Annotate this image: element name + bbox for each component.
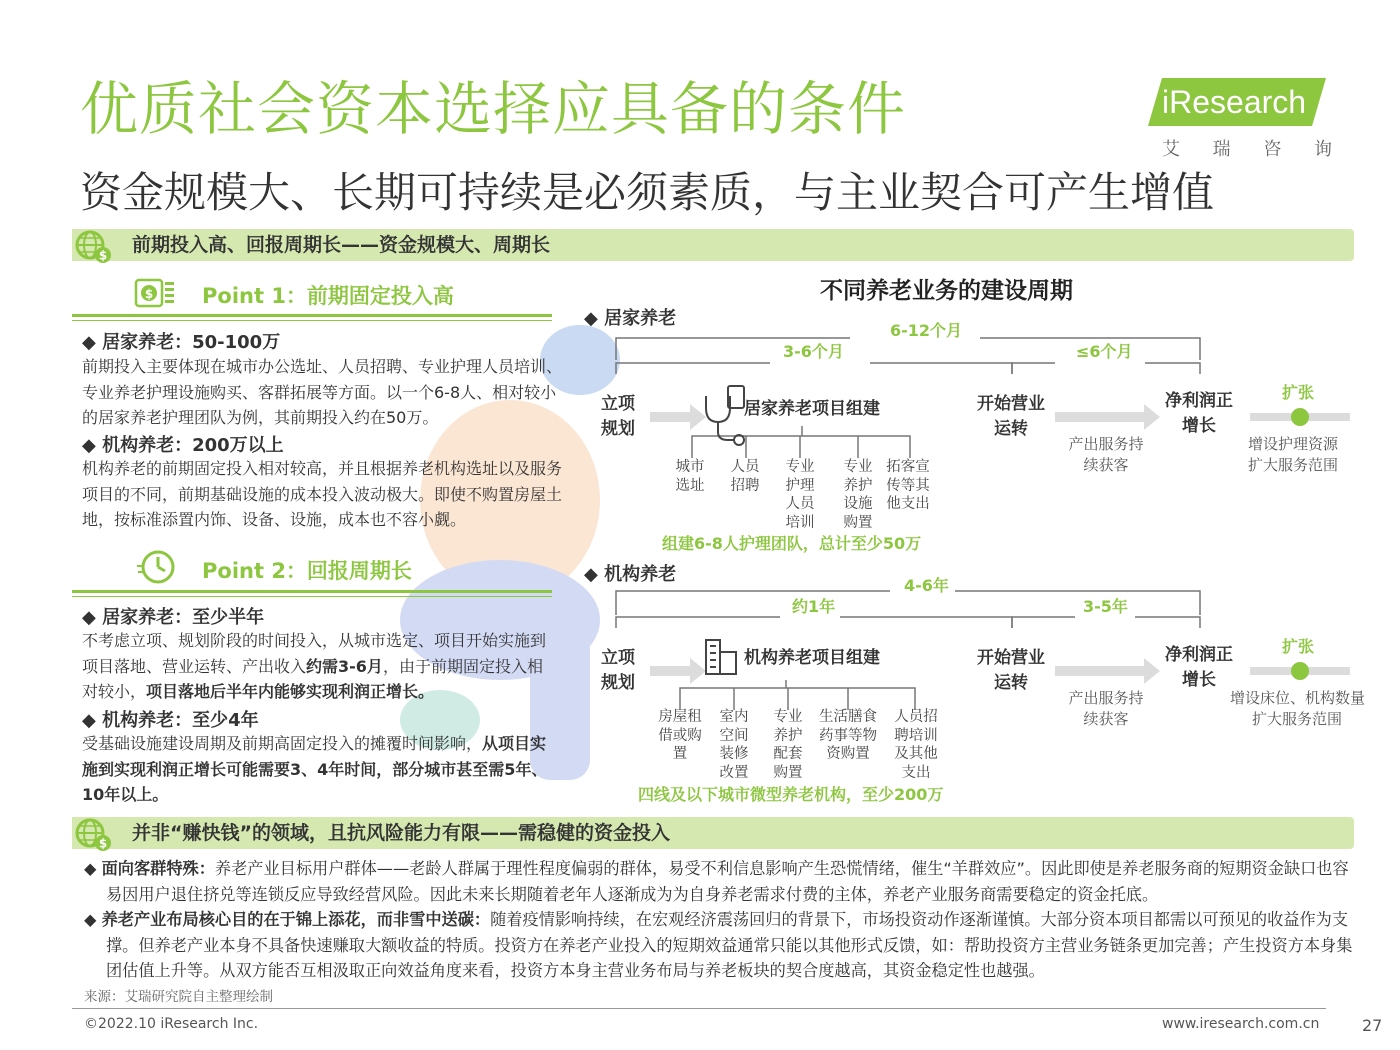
home-sub-item: 专业养护设施购置 <box>843 459 873 531</box>
home-service: 产出服务持续获客 <box>1068 435 1144 474</box>
diamond-icon: ◆ <box>82 435 103 456</box>
bottom-item-2 <box>84 907 1356 984</box>
diamond-icon: ◆ <box>84 910 102 929</box>
footer-divider <box>72 1008 1326 1009</box>
expand-dot <box>1291 662 1309 680</box>
home-label: 居家养老 <box>604 308 677 329</box>
home-stage-profit: 净利润正增长 <box>1165 391 1233 436</box>
home-cost-text: 前期投入主要体现在城市办公选址、人员招聘、专业护理人员培训、专业养老护理设施购买、客群拓展等方面。以一个6-8人、相对较小的居家养老护理团队为例，其前期投入约在50万。 <box>82 357 563 427</box>
footer-url: www.iresearch.com.cn <box>1162 1016 1320 1032</box>
source-note: 来源：艾瑞研究院自主整理绘制 <box>84 989 273 1005</box>
money-icon <box>134 276 176 310</box>
home-sub-item: 专业护理人员培训 <box>785 459 815 531</box>
home-sub-item: 人员招聘 <box>730 459 760 494</box>
bottom-item-text: 随着疫情影响持续，在宏观经济震荡回归的背景下，市场投资动作逐渐谨慎。大部分资本项目都需以可预见的收益作为支撑。但养老产业本身不具备快速赚取大额收益的特质。投资方在养老产业投入的短期效益通常只能以其他形式反馈，如：帮助投资方主营业务链条更加完善；产生投资方本身集团估值上升等。从双方能否互相汲取正向效益角度来看，投资方本身主营业务布局与养老板块的契合度越高，其资金稳定性也越强。 <box>106 910 1353 980</box>
inst-expand-desc2: 扩大服务范围 <box>1252 710 1343 728</box>
inst-expand: 扩张 <box>1282 637 1315 656</box>
inst-span2: 3-5年 <box>1083 597 1128 616</box>
inst-sub-item: 生活膳食药事等物资购置 <box>819 709 877 762</box>
inst-stage-start: 立项规划 <box>601 648 635 693</box>
bullet-head-text: 机构养老：200万以上 <box>102 435 284 456</box>
building-icon <box>706 640 736 674</box>
bullet-home-period <box>82 603 264 629</box>
inst-label: 机构养老 <box>604 564 677 585</box>
home-section <box>584 308 676 330</box>
home-stage-build: 居家养老项目组建 <box>744 399 880 419</box>
bullet-inst-period <box>82 706 259 732</box>
inst-stage-open: 开始营业运转 <box>977 648 1045 693</box>
section-title-1: 前期投入高、回报周期长——资金规模大、周期长 <box>132 234 551 256</box>
inst-span1: 约1年 <box>792 597 836 616</box>
logo-cn <box>1162 135 1332 161</box>
home-span1: 3-6个月 <box>783 342 844 361</box>
logo-text: iResearch <box>1162 84 1307 120</box>
home-stage-open: 开始营业运转 <box>977 394 1045 439</box>
inst-note: 四线及以下城市微型养老机构，至少200万 <box>638 785 944 804</box>
page-title: 优质社会资本选择应具备的条件 <box>80 75 907 143</box>
svg-text:$: $ <box>98 836 108 851</box>
point-2-title: Point 2：回报周期长 <box>202 559 412 583</box>
inst-service: 产出服务持续获客 <box>1068 689 1144 728</box>
home-expand: 扩张 <box>1282 383 1315 402</box>
point-1-title: Point 1：前期固定投入高 <box>202 284 454 308</box>
bullet-head-text: 居家养老：至少半年 <box>102 607 265 628</box>
bottom-item-text: 养老产业目标用户群体——老龄人群属于理性程度偏弱的群体，易受不利信息影响产生恐慌情绪，催生“羊群效应”。因此即使是养老服务商的短期资金缺口也容易因用户退住挤兑等连锁反应导致经营风险。因此未来长期随着老年人逐渐成为为自身养老需求付费的主体，养老产业服务商需要稳定的资金托底。 <box>106 859 1349 904</box>
inst-stage-profit: 净利润正增长 <box>1165 645 1233 690</box>
inst-sub-item: 室内空间装修改置 <box>719 709 749 781</box>
home-span2: ≤6个月 <box>1076 342 1133 361</box>
inst-cost-text: 机构养老的前期固定投入相对较高，并且根据养老机构选址以及服务项目的不同，前期基础设施的成本投入波动极大。即使不购置房屋土地，按标准添置内饰、设备、设施，成本也不容小觑。 <box>82 459 563 529</box>
inst-stage-build: 机构养老项目组建 <box>744 648 880 668</box>
footer-copyright: ©2022.10 iResearch Inc. <box>84 1016 259 1032</box>
divider <box>72 320 552 321</box>
diamond-icon: ◆ <box>84 859 102 878</box>
diamond-icon: ◆ <box>82 710 103 731</box>
clock-icon <box>136 548 178 586</box>
text-run-bold: 约需3-6月 <box>306 656 383 676</box>
section-title-2: 并非“赚快钱”的领域，且抗风险能力有限——需稳健的资金投入 <box>132 822 670 844</box>
diamond-icon: ◆ <box>584 564 605 585</box>
text-run-bold: 从项目实施到实现利润正增长可能需要3、4年时间，部分城市甚至需5年、10年以上。 <box>82 734 548 804</box>
divider <box>72 314 552 317</box>
bottom-item-head: 养老产业布局核心目的在于锦上添花，而非雪中送碳： <box>101 910 491 929</box>
text-run-bold: 项目落地后半年内能够实现利润正增长。 <box>146 682 435 701</box>
home-expand-desc1: 增设护理资源 <box>1248 435 1339 453</box>
home-expand-desc2: 扩大服务范围 <box>1248 456 1339 474</box>
svg-text:$: $ <box>144 287 154 301</box>
logo-cn-char: 艾 <box>1162 139 1180 160</box>
bullet-home-cost <box>82 328 280 354</box>
inst-expand-desc1: 增设床位、机构数量 <box>1230 689 1366 707</box>
bottom-item-1 <box>84 856 1356 907</box>
inst-total: 4-6年 <box>904 576 949 595</box>
globe-money-icon <box>72 813 114 855</box>
text-run: ，由于前期固定投入相对较小， <box>82 656 543 701</box>
logo-cn-char: 咨 <box>1263 139 1282 160</box>
inst-sub-item: 房屋租借或购置 <box>658 709 702 762</box>
home-sub-item: 拓客宣传等其他支出 <box>886 459 930 512</box>
diamond-icon: ◆ <box>82 332 103 353</box>
inst-sub-item: 人员招聘培训及其他支出 <box>894 709 938 781</box>
bullet-head-text: 居家养老：50-100万 <box>102 332 281 353</box>
svg-text:$: $ <box>98 248 108 263</box>
expand-dot <box>1291 408 1309 426</box>
divider <box>72 590 552 593</box>
inst-period-text <box>82 731 558 808</box>
logo-cn-char: 询 <box>1313 139 1332 160</box>
divider <box>72 596 552 597</box>
bullet-inst-cost <box>82 431 284 457</box>
globe-money-icon <box>72 225 114 267</box>
home-stage-start: 立项规划 <box>601 394 635 439</box>
logo-cn-char: 瑞 <box>1212 139 1231 160</box>
page-number: 27 <box>1362 1016 1383 1035</box>
inst-section <box>584 564 676 586</box>
text-run: 不考虑立项、规划阶段的时间投入，从城市选定、项目开始实施到项目落地、营业运转、产出收入 <box>82 631 547 676</box>
bullet-head-text: 机构养老：至少4年 <box>102 710 259 731</box>
diamond-icon: ◆ <box>584 308 605 329</box>
diamond-icon: ◆ <box>82 607 103 628</box>
diagram-title: 不同养老业务的建设周期 <box>820 278 1073 304</box>
home-note: 组建6-8人护理团队，总计至少50万 <box>662 534 922 553</box>
home-period-text <box>82 628 558 705</box>
page-subtitle: 资金规模大、长期可持续是必须素质，与主业契合可产生增值 <box>80 168 1215 217</box>
home-sub-item: 城市选址 <box>675 459 705 494</box>
bottom-item-head: 面向客群特殊： <box>101 859 215 878</box>
home-total: 6-12个月 <box>890 321 963 340</box>
text-run: 受基础设施建设周期及前期高固定投入的摊覆时间影响， <box>82 734 483 753</box>
inst-sub-item: 专业养护配套购置 <box>773 709 803 781</box>
